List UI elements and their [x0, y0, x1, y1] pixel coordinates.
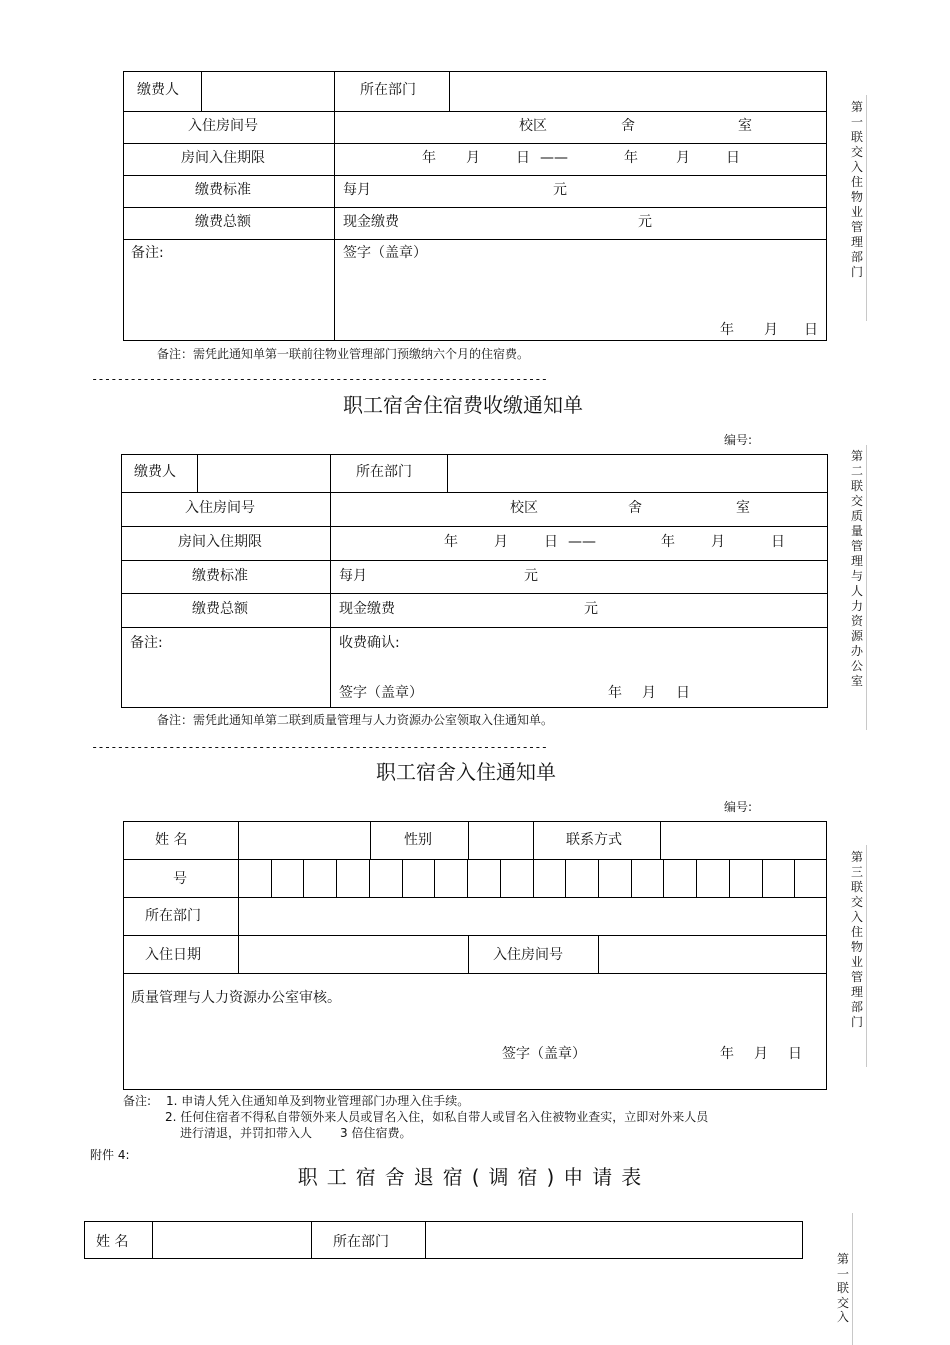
- form2-sign-year: 年: [608, 685, 622, 701]
- form2-payer-label: 缴费人: [134, 464, 176, 480]
- form3-id-label: 号: [173, 871, 187, 887]
- form1-campus-label: 校区: [519, 118, 547, 134]
- form2-monthly-label: 每月: [339, 568, 367, 584]
- form1-start-month: 月: [466, 150, 480, 166]
- form3-side-line: [866, 845, 867, 1067]
- separator-1: -----------------------------------------------------------------------: [91, 372, 548, 386]
- id-cell-divider: [696, 859, 697, 897]
- form3-note-2-cont: 进行清退，并罚扣带入人: [180, 1126, 313, 1140]
- id-cell-divider: [533, 859, 534, 897]
- id-cell-divider: [663, 859, 664, 897]
- form2-room-no-label: 入住房间号: [185, 500, 255, 516]
- form1-period-label: 房间入住期限: [181, 150, 265, 166]
- id-cell-divider: [631, 859, 632, 897]
- form2-start-day: 日: [544, 534, 558, 550]
- form3-department-label: 所在部门: [145, 908, 201, 924]
- form2-start-month: 月: [494, 534, 508, 550]
- form1-sign-year: 年: [720, 322, 734, 338]
- form1-period-dash: ——: [540, 150, 568, 166]
- id-cell-divider: [598, 859, 599, 897]
- form3-title: 职工宿舍入住通知单: [376, 760, 556, 784]
- form3-note-2-tail: 3 倍住宿费。: [340, 1126, 412, 1140]
- form1-remark-label: 备注:: [131, 245, 164, 261]
- form3-note-1: 1. 申请人凭入住通知单及到物业管理部门办理入住手续。: [166, 1094, 470, 1108]
- form2-title: 职工宿舍住宿费收缴通知单: [343, 393, 583, 417]
- form3-gender-label: 性别: [404, 832, 432, 848]
- form2-dorm-label: 舍: [628, 500, 642, 516]
- form2-end-month: 月: [711, 534, 725, 550]
- form2-period-label: 房间入住期限: [178, 534, 262, 550]
- id-cell-divider: [794, 859, 795, 897]
- form4-side-line: [852, 1213, 853, 1345]
- form4-side-label: 第一联 交入: [836, 1252, 849, 1324]
- id-cell-divider: [402, 859, 403, 897]
- form1-dorm-label: 舍: [621, 118, 635, 134]
- form2-signature-label: 签字（盖章）: [339, 685, 423, 701]
- form2-start-year: 年: [444, 534, 458, 550]
- form1-signature-label: 签字（盖章）: [343, 245, 427, 261]
- form2-standard-label: 缴费标准: [192, 568, 248, 584]
- id-cell-divider: [565, 859, 566, 897]
- form1-room-no-label: 入住房间号: [188, 118, 258, 134]
- id-cell-divider: [729, 859, 730, 897]
- form2-room-label: 室: [736, 500, 750, 516]
- id-cell-divider: [762, 859, 763, 897]
- form2-end-day: 日: [771, 534, 785, 550]
- form2-side-label: 第二联 交质量管理与人力资源办公室: [850, 449, 863, 688]
- id-cell-divider: [434, 859, 435, 897]
- form4-department-label: 所在部门: [333, 1234, 389, 1250]
- form1-standard-label: 缴费标准: [195, 182, 251, 198]
- form1-end-day: 日: [726, 150, 740, 166]
- id-cell-divider: [336, 859, 337, 897]
- form2-serial-label: 编号:: [724, 433, 753, 447]
- form3-room-no-label: 入住房间号: [493, 947, 563, 963]
- form1-cash-label: 现金缴费: [343, 214, 399, 230]
- form3-signature-label: 签字（盖章）: [502, 1046, 586, 1062]
- form1-side-line: [866, 95, 867, 321]
- form1-start-year: 年: [422, 150, 436, 166]
- form2-period-dash: ——: [568, 534, 596, 550]
- form1-monthly-label: 每月: [343, 182, 371, 198]
- id-cell-divider: [303, 859, 304, 897]
- form1-total-label: 缴费总额: [195, 214, 251, 230]
- form3-note-2: 2. 任何住宿者不得私自带领外来人员或冒名入住，如私自带人或冒名入住被物业查实，立即对外来人员: [165, 1110, 709, 1124]
- form2-side-line: [866, 445, 867, 730]
- form2-cash-label: 现金缴费: [339, 601, 395, 617]
- form2-note: 备注：需凭此通知单第二联到质量管理与人力资源办公室领取入住通知单。: [157, 713, 554, 727]
- form2-confirm-label: 收费确认:: [339, 635, 400, 651]
- form2-department-label: 所在部门: [356, 464, 412, 480]
- form2-cash-yuan: 元: [584, 601, 598, 617]
- form4-name-label: 姓 名: [96, 1234, 129, 1250]
- form3-side-label: 第三联 交入住物业管理部门: [850, 850, 863, 1029]
- form3-serial-label: 编号:: [724, 800, 753, 814]
- form1-note: 备注：需凭此通知单第一联前往物业管理部门预缴纳六个月的住宿费。: [157, 347, 530, 361]
- form1-cash-yuan: 元: [638, 214, 652, 230]
- form3-review-label: 质量管理与人力资源办公室审核。: [131, 990, 341, 1006]
- form2-end-year: 年: [661, 534, 675, 550]
- id-cell-divider: [467, 859, 468, 897]
- form2-monthly-yuan: 元: [524, 568, 538, 584]
- form1-sign-day: 日: [804, 322, 818, 338]
- form2-sign-day: 日: [676, 685, 690, 701]
- form1-sign-month: 月: [764, 322, 778, 338]
- form3-sign-month: 月: [754, 1046, 768, 1062]
- form1-department-label: 所在部门: [360, 82, 416, 98]
- form3-contact-label: 联系方式: [566, 832, 622, 848]
- separator-2: -----------------------------------------------------------------------: [91, 740, 548, 754]
- id-cell-divider: [500, 859, 501, 897]
- id-cell-divider: [271, 859, 272, 897]
- form3-name-label: 姓 名: [155, 832, 188, 848]
- form2-total-label: 缴费总额: [192, 601, 248, 617]
- form1-room-label: 室: [738, 118, 752, 134]
- form3-checkin-date-label: 入住日期: [145, 947, 201, 963]
- form2-campus-label: 校区: [510, 500, 538, 516]
- form1-side-label: 第一联 交入住物业管理部门: [850, 100, 863, 279]
- form2-sign-month: 月: [642, 685, 656, 701]
- form4-title: 职工宿舍退宿(调宿)申请表: [297, 1165, 651, 1189]
- form1-monthly-yuan: 元: [553, 182, 567, 198]
- form3-sign-day: 日: [788, 1046, 802, 1062]
- form1-end-month: 月: [676, 150, 690, 166]
- form3-note-label: 备注:: [123, 1094, 152, 1108]
- form1-payer-label: 缴费人: [137, 82, 179, 98]
- attachment-label: 附件 4:: [90, 1148, 130, 1162]
- id-cell-divider: [369, 859, 370, 897]
- form1-start-day: 日: [516, 150, 530, 166]
- form3-sign-year: 年: [720, 1046, 734, 1062]
- form1-end-year: 年: [624, 150, 638, 166]
- form2-remark-label: 备注:: [130, 635, 163, 651]
